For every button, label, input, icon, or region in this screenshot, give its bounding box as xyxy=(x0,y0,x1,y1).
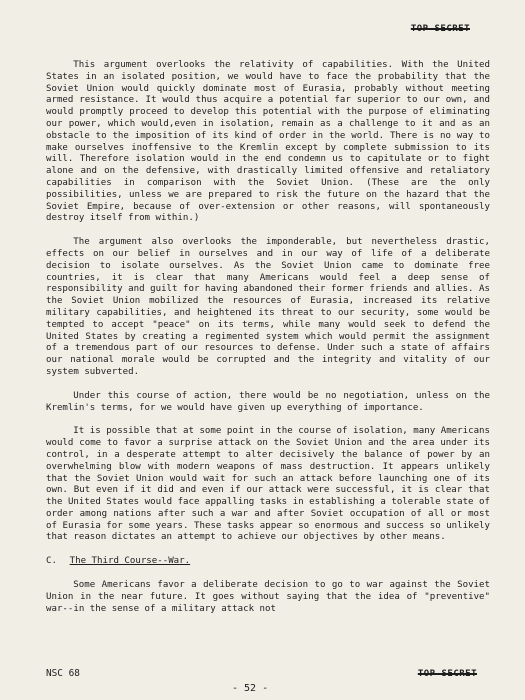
classification-stamp-bottom: TOP SECRET xyxy=(417,669,477,679)
paragraph-4: It is possible that at some point in the course of isolation, many Americans would come to favor a surprise attack on the Soviet Union and the area under its control, in a desperate attempt to alter decisively the balance of power by an overwhelming blow with modern weapons of mass destruction. It appears unlikely that the Soviet Union would wait for such an attack before launching one of its own. But even if it did and even if our attack were successful, it is clear that the United States would face appalling tasks in establishing a tolerable state of order among nations after such a war and after Soviet occupation of all or most of Eurasia for some years. These tasks appear so enormous and success so unlikely that reason dictates an attempt to achieve our objectives by other means. xyxy=(46,426,490,543)
paragraph-2: The argument also overlooks the imponderable, but nevertheless drastic, effects on our belief in ourselves and in our way of life of a deliberate decision to isolate ourselves. As the Soviet Union came to dominate free countries, it is clear that many Americans would feel a deep sense of responsibility and guilt for having abandoned their former friends and allies. As the Soviet Union mobilized the resources of Eurasia, increased its relative military capabilities, and heightened its threat to our security, some would be tempted to accept "peace" on its terms, while many would seek to defend the United States by creating a regimented system which would permit the assignment of a tremendous part of our resources to defense. Under such a state of affairs our national morale would be corrupted and the integrity and vitality of our system subverted. xyxy=(46,237,490,377)
section-title: The Third Course--War. xyxy=(69,556,191,567)
section-heading xyxy=(46,556,490,568)
document-body xyxy=(46,60,490,627)
section-number: C. xyxy=(46,556,57,567)
classification-stamp-top: TOP SECRET xyxy=(410,24,470,34)
paragraph-1: This argument overlooks the relativity of capabilities. With the United States in an isolated position, we would have to face the probability that the Soviet Union would quickly dominate most of Eurasia, probably without meeting armed resistance. It would thus acquire a potential far superior to our own, and would promptly proceed to develop this potential with the purpose of eliminating our power, which would,even in isolation, remain as a challenge to it and as an obstacle to the imposition of its kind of order in the world. There is no way to make ourselves inoffensive to the Kremlin except by complete submission to its will. Therefore isolation would in the end condemn us to capitulate or to fight alone and on the defensive, with drastically limited offensive and retaliatory capabilities in comparison with the Soviet Union. (These are the only possibilities, unless we are prepared to risk the future on the hazard that the Soviet Empire, because of over-extension or other reasons, will spontaneously destroy itself from within.) xyxy=(46,60,490,224)
paragraph-5: Some Americans favor a deliberate decision to go to war against the Soviet Union in the near future. It goes without saying that the idea of "preventive" war--in the sense of a military attack not xyxy=(46,580,490,614)
paragraph-3: Under this course of action, there would be no negotiation, unless on the Kremlin's terms, for we would have given up everything of importance. xyxy=(46,390,490,413)
document-id: NSC 68 xyxy=(46,668,80,679)
page-number: - 52 - xyxy=(232,683,269,694)
